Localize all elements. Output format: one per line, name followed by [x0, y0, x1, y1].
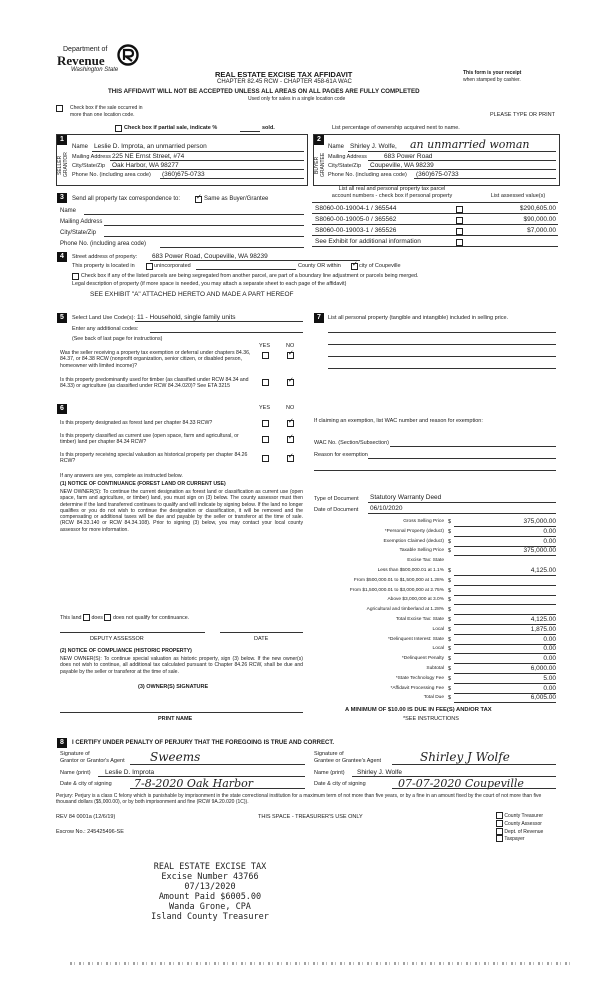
stamp-date: 07/13/2020	[184, 882, 236, 892]
send-correspondence-label: Send all property tax correspondence to:	[72, 196, 181, 202]
section-2-number: 2	[314, 135, 324, 145]
grantee-sig-label-1: Signature of	[314, 751, 344, 757]
tax-row-currency: $	[448, 568, 452, 574]
receipt-note-1: This form is your receipt	[463, 70, 522, 76]
q1-no-checkbox[interactable]	[287, 352, 294, 359]
historical-question: Is this property receiving special valuation as historical property per chapter 84.26 RCW?	[60, 452, 248, 465]
tax-row-currency: $	[448, 577, 452, 584]
tax-row-label: Taxable Selling Price	[399, 548, 444, 554]
street-address[interactable]: 683 Power Road, Coupeville, WA 98239	[152, 253, 268, 260]
stamp-amount: Amount Paid $6005.00	[158, 892, 262, 902]
assessed-value-header: List assessed value(s)	[490, 193, 546, 199]
grantor-date-city[interactable]: 7-8-2020 Oak Harbor	[134, 777, 253, 790]
this-land-text: This land	[60, 614, 82, 621]
parcel-row-1-value[interactable]: $290,605.00	[519, 205, 556, 212]
parcel-list-header-1: List all real and personal property tax parcel	[338, 186, 446, 192]
section-7-number: 7	[314, 313, 324, 323]
tax-row-value[interactable]: 0.00	[543, 527, 556, 535]
treasurer-use: THIS SPACE - TREASURER'S USE ONLY	[258, 814, 363, 820]
section-6-number: 6	[57, 404, 67, 414]
copy-assessor-label: County Assessor	[504, 820, 542, 827]
forest-land-question: Is this property designated as forest land per chapter 84.33 RCW?	[60, 420, 213, 426]
tax-row-underline	[454, 604, 556, 605]
parcel-list-header-2: account numbers - check box if personal property	[331, 193, 453, 199]
owner-signature-label: (3) OWNER(S) SIGNATURE	[138, 684, 209, 690]
dept-of-label: Department of	[63, 46, 108, 53]
tax-calculation-table	[314, 517, 556, 767]
treasurer-stamp	[110, 862, 310, 922]
type-or-print: PLEASE TYPE OR PRINT	[490, 112, 556, 118]
same-as-buyer-label: Same as Buyer/Grantee	[204, 196, 269, 202]
section-8-number: 8	[57, 738, 67, 748]
tax-row-label: Less than $500,000.01 at 1.1%	[377, 568, 444, 573]
tax-row-currency: $	[448, 528, 452, 535]
doc-date-label: Date of Document	[314, 507, 359, 513]
copy-assessor-checkbox[interactable]	[496, 820, 503, 827]
dor-logo-icon	[117, 44, 139, 66]
segregated-label: Check box if any of the listed parcels are being segregated from another parcel, are part of a boundary line adjustment or parcels being merged.	[81, 273, 419, 279]
notice-compliance-body: NEW OWNER(S): To continue special valuation as historic property, sign (3) below. If the new owner(s) does not wish to continue, all additional tax calculated pursuant to Chapter 84.26 RCW, shall be due and payable by the seller or transferor at the time of sale.	[60, 656, 303, 675]
tax-row-value[interactable]: 6,000.00	[530, 665, 556, 672]
tax-row-label: Agricultural and timberland at 1.28%	[366, 607, 444, 613]
grantor-sig-label-2: Grantor or Grantor's Agent	[60, 758, 125, 764]
tax-row-currency: $	[448, 607, 452, 614]
dor-logo	[57, 44, 147, 74]
stamp-line-1: REAL ESTATE EXCISE TAX	[153, 862, 267, 872]
seller-name-label: Name	[72, 144, 89, 150]
s6-q2-yes-checkbox[interactable]	[262, 436, 269, 443]
grantee-name-label: Name (print)	[314, 770, 345, 776]
tax-row-label: Above $3,000,000 at 3.0%	[387, 597, 444, 603]
parcel-row-3-number[interactable]: S8060-00-19003-1 / 365526	[315, 227, 397, 234]
tax-row-currency: $	[448, 548, 452, 555]
additional-codes-label: Enter any additional codes:	[72, 326, 139, 332]
seller-city-label: City/State/Zip	[72, 163, 106, 169]
tax-row-underline	[454, 702, 556, 703]
does-not-checkbox[interactable]	[104, 614, 111, 621]
buyer-phone[interactable]: (360)675-0733	[416, 171, 459, 178]
yes-header-5: YES	[259, 343, 271, 349]
tax-row-label: *State Technology Fee	[395, 675, 444, 681]
stamp-county: Island County Treasurer	[151, 912, 269, 922]
corr-mailing-label: Mailing Address	[60, 219, 103, 225]
perjury-notice: Perjury: Perjury is a class C felony which is punishable by imprisonment in the state correctional institution for a maximum term of not more than five years, or by a fine in an amount fixed by the court of not more than five thousand dollars ($5,000.00), or by both imprisonment and fine (RCW 9A.20.020 (1C)).	[56, 793, 542, 806]
tax-row-value[interactable]: 0.00	[543, 635, 556, 643]
tax-row-value[interactable]: 0.00	[543, 655, 556, 663]
tax-row-value[interactable]: 4,125.00	[530, 616, 556, 623]
does-checkbox[interactable]	[83, 614, 90, 621]
s6-q2-no-checkbox[interactable]	[287, 436, 294, 443]
grantee-signature[interactable]: Shirley J Wolfe	[420, 750, 510, 764]
land-use-label: Select Land Use Code(s):	[72, 315, 135, 321]
unincorporated-label: unincorporated	[154, 263, 191, 269]
corr-city-label: City/State/Zip	[60, 230, 97, 236]
tax-row-label: From $1,500,000.01 to $3,000,000 at 2.75%	[349, 587, 444, 593]
tax-row-value[interactable]: 375,000.00	[523, 518, 556, 525]
yes-header-6: YES	[259, 405, 271, 411]
notice-compliance-title: (2) NOTICE OF COMPLIANCE (HISTORIC PROPERTY)	[60, 648, 192, 654]
tax-row-label: Local	[432, 646, 444, 652]
tax-row-label: Local	[432, 626, 444, 632]
tax-row-value[interactable]: 5.00	[543, 674, 556, 682]
stamp-treasurer-name: Wanda Grone, CPA	[169, 902, 251, 912]
grantor-signature[interactable]: Sweems	[150, 750, 201, 764]
buyer-name-handwritten: an unmarried woman	[410, 138, 530, 151]
grantor-sig-label-1: Signature of	[60, 751, 90, 757]
street-address-label: Street address of property:	[72, 254, 138, 260]
land-does-label	[60, 614, 189, 621]
tax-row-label: *Delinquent Penalty	[401, 656, 444, 662]
s6-q3-yes-checkbox[interactable]	[262, 455, 269, 462]
tax-row-currency: $	[448, 626, 452, 633]
tax-row-label: Excise Tax: State	[407, 558, 444, 564]
tax-row-underline	[454, 663, 556, 664]
segregated-checkbox[interactable]	[72, 273, 79, 280]
receipt-note-2: when stamped by cashier.	[463, 77, 521, 83]
buyer-city[interactable]: Coupeville, WA 98239	[370, 162, 434, 169]
buyer-phone-label: Phone No. (including area code)	[328, 172, 407, 178]
partial-sale-checkbox[interactable]	[115, 125, 122, 132]
tax-row-underline	[454, 575, 556, 576]
land-use-q2: Is this property predominantly used for timber (as classified under RCW 84.34 and 84.33) or agriculture (as classified under RCW 84.34.020)? See ETA 3215	[60, 377, 249, 390]
tax-row-currency: $	[448, 685, 452, 692]
tax-row-underline	[454, 683, 556, 684]
buyer-name[interactable]: Shirley J. Wolfe,	[350, 143, 397, 150]
tax-row-value[interactable]: 375,000.00	[523, 547, 556, 555]
buyer-name-label: Name	[328, 144, 345, 150]
q1-yes-checkbox[interactable]	[262, 352, 269, 359]
corr-name-label: Name	[60, 208, 77, 214]
certify-statement: I CERTIFY UNDER PENALTY OF PERJURY THAT THE FOREGOING IS TRUE AND CORRECT.	[72, 740, 335, 746]
city-checkbox[interactable]	[351, 263, 358, 270]
tax-row-label: Subtotal	[426, 666, 444, 671]
notice-continuance-body: NEW OWNER(S): To continue the current designation as forest land or classification as current use (open space, farm and agriculture, or timber) land, you must sign on (3) below. The county assessor must then determine if the land transferred continues to qualify and will indicate by signing below. If the land no longer qualifies or you do not wish to continue the designation or classification, it will be removed and the compensating or additional taxes will be due and payable by the seller or transferor at the time of sale. (RCW 84.33.140 or RCW 84.34.108). Prior to signing (3) below, you may contact your local county assessor for more information.	[60, 489, 303, 533]
seller-name[interactable]: Leslie D. Improta, an unmarried person	[94, 143, 207, 150]
no-header-5: NO	[286, 343, 295, 349]
tax-row-value[interactable]: 4,125.00	[530, 567, 556, 574]
tax-row-underline	[454, 693, 556, 694]
ownership-note: List percentage of ownership acquired next to name.	[332, 125, 460, 131]
buyer-tab: BUYER GRANTEE	[314, 152, 326, 178]
tax-row-currency: $	[448, 675, 452, 682]
grantee-date-label: Date & city of signing	[314, 781, 366, 787]
tax-row-label: Total Due	[423, 695, 444, 701]
copy-dor-label: Dept. of Revenue	[504, 828, 544, 835]
tax-row-value[interactable]: 6,005.00	[530, 694, 556, 702]
copy-distribution	[496, 812, 543, 843]
no-header-6: NO	[286, 405, 295, 411]
tax-row-underline	[454, 526, 556, 527]
seller-mailing-label: Mailing Address	[72, 154, 111, 160]
tax-row-currency: $	[448, 538, 452, 545]
wac-label: WAC No. (Section/Subsection)	[314, 440, 389, 446]
partial-sale-label: Check box if partial sale, indicate %	[124, 125, 218, 131]
print-name-label: PRINT NAME	[158, 716, 193, 722]
tax-row-currency: $	[448, 646, 452, 653]
buyer-city-label: City/State/Zip	[328, 163, 362, 169]
copy-taxpayer	[496, 835, 543, 843]
grantee-date-city[interactable]: 07-07-2020 Coupeville	[398, 777, 524, 790]
copy-dept-revenue	[496, 828, 543, 836]
current-use-question: Is this property classified as current use (open space, farm and agricultural, or timber) land per chapter 84.34 RCW?	[60, 433, 239, 446]
tax-row-underline	[454, 644, 556, 645]
tax-row-underline	[454, 614, 556, 615]
tax-row-label: Exemption Claimed (deduct)	[383, 538, 444, 544]
tax-row-currency: $	[448, 695, 452, 702]
doc-date[interactable]: 06/10/2020	[370, 505, 403, 512]
tax-row-underline	[454, 673, 556, 674]
tax-row-currency: $	[448, 666, 452, 672]
seller-tab: SELLER GRANTOR	[57, 152, 69, 178]
seller-city[interactable]: Oak Harbor, WA 98277	[112, 162, 179, 169]
rev-number: REV 84 0001a (12/6/19)	[56, 814, 116, 820]
tax-row-value[interactable]: 0.00	[543, 537, 556, 545]
tax-row-underline	[454, 624, 556, 625]
tax-row-value[interactable]: 0.00	[543, 684, 556, 692]
minimum-fee-note: A MINIMUM OF $10.00 IS DUE IN FEE(S) AND/OR TAX	[345, 707, 492, 713]
tax-row-label: Total Excise Tax: State	[395, 617, 444, 622]
tax-row-currency: $	[448, 617, 452, 623]
see-back-label: (See back of last page for instructions)	[72, 336, 163, 342]
grantor-name-label: Name (print)	[60, 770, 91, 776]
tax-row-currency: $	[448, 597, 452, 604]
tax-row-label: Gross Selling Price	[403, 519, 444, 524]
copy-treasurer-checkbox[interactable]	[496, 812, 503, 819]
tax-row-currency: $	[448, 519, 452, 525]
buyer-mailing[interactable]: 683 Power Road	[384, 153, 433, 160]
grantee-name[interactable]: Shirley J. Wolfe	[357, 769, 403, 776]
copy-dor-checkbox[interactable]	[496, 828, 503, 835]
reason-label: Reason for exemption	[314, 452, 368, 458]
exemption-claim-label: If claiming an exemption, list WAC number and reason for exemption:	[314, 418, 483, 424]
q2-yes-checkbox[interactable]	[262, 379, 269, 386]
tax-row-underline	[454, 555, 556, 556]
multi-location-label-2: more than one location code.	[70, 112, 135, 118]
city-of-label: city of Coupeville	[359, 263, 401, 269]
corr-phone-label: Phone No. (including area code)	[60, 241, 147, 247]
tax-row-underline	[454, 546, 556, 547]
section-5-number: 5	[57, 313, 67, 323]
notice-continuance-title: (1) NOTICE OF CONTINUANCE (FOREST LAND OR CURRENT USE)	[60, 481, 226, 487]
parcel-row-1-number[interactable]: S8060-00-19004-1 / 365544	[315, 205, 397, 212]
tax-row-underline	[454, 634, 556, 635]
see-exhibit-a: SEE EXHIBIT "A" ATTACHED HERETO AND MADE A PART HEREOF	[90, 291, 294, 298]
grantee-sig-label-2: Grantee or Grantee's Agent	[314, 758, 382, 764]
section-1-number: 1	[57, 135, 67, 145]
revenue-label: Revenue	[57, 53, 105, 68]
assessor-date-label: DATE	[254, 636, 269, 642]
copy-taxpayer-checkbox[interactable]	[496, 835, 503, 842]
buyer-mailing-label: Mailing Address	[328, 154, 367, 160]
s6-q1-yes-checkbox[interactable]	[262, 420, 269, 427]
deputy-assessor-label: DEPUTY ASSESSOR	[90, 636, 144, 642]
stamp-excise-number: Excise Number 43766	[161, 872, 259, 882]
legal-description-label: Legal description of property (if more space is needed, you may attach a separate sheet to each page of the affidavit)	[72, 281, 347, 287]
does-not-text: does not qualify for continuance.	[112, 614, 190, 621]
form-title: REAL ESTATE EXCISE TAX AFFIDAVIT	[215, 70, 353, 79]
tax-row-underline	[454, 595, 556, 596]
tax-row-label: *Personal Property (deduct)	[384, 528, 444, 534]
tax-row-currency: $	[448, 656, 452, 663]
copy-taxpayer-label: Taxpayer	[504, 836, 525, 843]
copy-county-treasurer	[496, 812, 543, 820]
unincorporated-checkbox[interactable]	[146, 263, 153, 270]
tax-row-value[interactable]: 0.00	[543, 645, 556, 653]
doc-type-label: Type of Document	[314, 496, 359, 502]
same-as-buyer-checkbox[interactable]	[195, 196, 202, 203]
grantor-name[interactable]: Leslie D. Improta	[105, 769, 155, 776]
partial-sale-sold: sold.	[262, 125, 275, 131]
washington-label: Washington State	[71, 67, 119, 73]
parcel-row-2-number[interactable]: S8060-00-19005-0 / 365562	[315, 216, 397, 223]
county-within-label: County OR within	[298, 263, 341, 269]
tax-row-value[interactable]: 1,875.00	[530, 625, 556, 633]
see-exhibit-additional: See Exhibit for additional information	[315, 238, 421, 245]
form-subtitle: CHAPTER 82.45 RCW - CHAPTER 458-61A WAC	[217, 79, 352, 85]
s6-q1-no-checkbox[interactable]	[287, 420, 294, 427]
parcel-row-3-value[interactable]: $7,000.00	[527, 227, 556, 234]
seller-mailing[interactable]: 225 NE Ernst Street, #74	[112, 153, 185, 160]
tax-row-currency: $	[448, 636, 452, 643]
tax-row-underline	[454, 585, 556, 586]
parcel-row-2-value[interactable]: $90,000.00	[523, 216, 556, 223]
tax-row-underline	[454, 653, 556, 654]
form-warning: THIS AFFIDAVIT WILL NOT BE ACCEPTED UNLESS ALL AREAS ON ALL PAGES ARE FULLY COMPLETED	[108, 88, 420, 95]
seller-phone-label: Phone No. (including area code)	[72, 172, 151, 178]
used-only-note: Used only for sales in a single location code	[248, 96, 346, 102]
tax-row-label: From $500,000.01 to $1,500,000 at 1.28%	[353, 577, 444, 583]
if-any-yes: If any answers are yes, complete as instructed below.	[60, 473, 183, 479]
does-text: does	[91, 614, 103, 621]
grantor-date-label: Date & city of signing	[60, 781, 112, 787]
doc-type[interactable]: Statutory Warranty Deed	[370, 494, 442, 501]
multi-location-checkbox[interactable]	[56, 105, 63, 112]
tax-row-label: *Delinquent Interest: State	[388, 636, 444, 642]
copy-treasurer-label: County Treasurer	[504, 812, 544, 819]
located-in-label: This property is located in	[72, 263, 135, 269]
land-use-code[interactable]: 11 - Household, single family units	[137, 314, 236, 321]
escrow-number: Escrow No.: 245425496-SE	[56, 829, 124, 835]
parcel-list-header	[312, 186, 472, 200]
see-instructions: *SEE INSTRUCTIONS	[403, 716, 459, 722]
tax-row-label: *Affidavit Processing Fee	[390, 685, 444, 691]
tax-row-underline	[454, 536, 556, 537]
s6-q3-no-checkbox[interactable]	[287, 455, 294, 462]
multi-location-label-1: Check box if the sale occurred in	[70, 105, 143, 111]
section-3-number: 3	[57, 193, 67, 203]
land-use-q1: Was the seller receiving a property tax exemption or deferral under chapters 84.36, 84.37, or 84.38 RCW (nonprofit organization, senior citizen, or disabled person, homeowner with limited income)?	[60, 350, 251, 369]
copy-county-assessor	[496, 820, 543, 828]
scan-artifact-strip	[70, 962, 570, 965]
section-4-number: 4	[57, 252, 67, 262]
tax-row-currency: $	[448, 587, 452, 594]
seller-phone[interactable]: (360)675-0733	[162, 171, 205, 178]
personal-property-label: List all personal property (tangible and intangible) included in selling price.	[328, 315, 509, 321]
q2-no-checkbox[interactable]	[287, 379, 294, 386]
